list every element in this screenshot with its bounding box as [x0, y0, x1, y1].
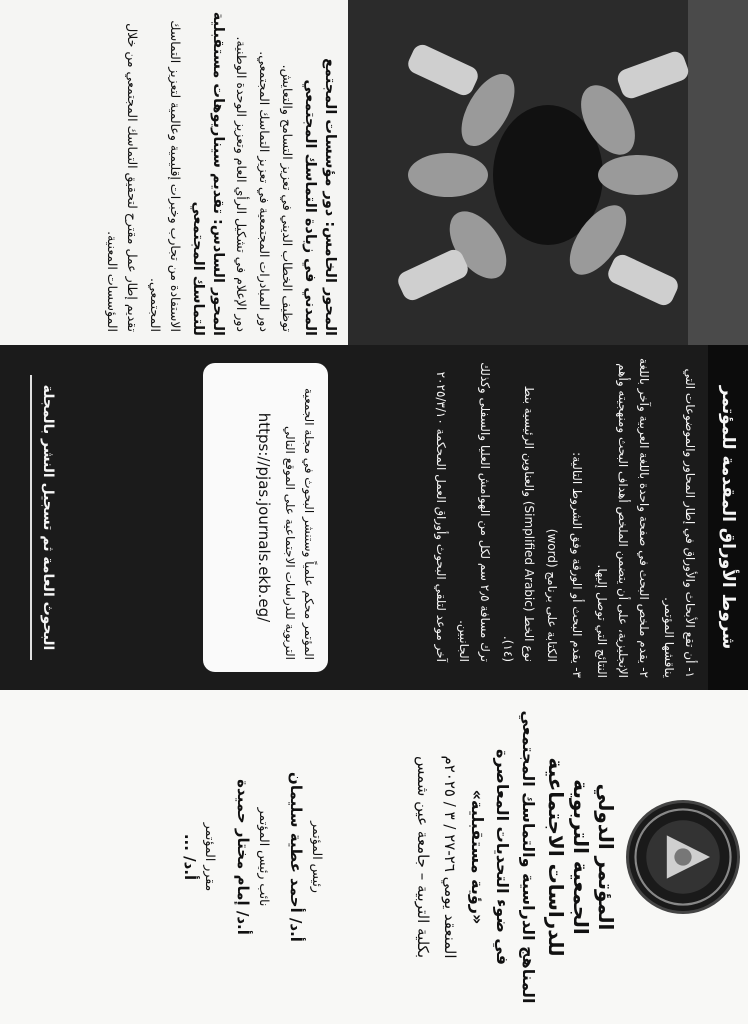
committee-name: أ.د/ أحمد عطية سليمان — [287, 772, 306, 942]
condition-item: ٢- يقدم ملخص البحث في صفحة واحدة باللغة العربية وآخر باللغة الإنجليزية، على أن يتضمن الملخص أهداف البحث ومنهجيته وأهم النتائج التي توصل إليها. — [595, 357, 651, 678]
committee-name: أ.د/ إمام مختار حميدة — [234, 779, 252, 935]
condition-item: ١- أن تقع الأبحاث والأوراق في إطار المحاور والموضوعات التي يناقشها المؤتمر. — [662, 368, 697, 678]
conditions-list — [428, 357, 700, 678]
axis5-item: دور المبادرات المجتمعية في تعزيز التماسك المجتمعي. — [256, 51, 272, 332]
sub-condition-item: آخر موعد لتلقي البحوث وأوراق العمل المحكمة ٢٠٢٥/٣/١٠ — [434, 371, 448, 662]
axis5-item: دور الإعلام في تشكيل الرأي العام وتعزيز الوحدة الوطنية. — [233, 36, 249, 332]
axis5-item: توظيف الخطاب الديني في تعزيز التسامح والتعايش. — [279, 64, 295, 332]
footer-divider — [30, 375, 32, 660]
sub-condition-item: ترك مسافة ٢٫٥ سم لكل من الهوامش العليا والسفلى وكذلك الجانبين. — [457, 362, 492, 662]
theme-line: في ضوء التحديات المعاصرة — [493, 748, 513, 966]
conference-title — [412, 696, 618, 1018]
society-logo — [626, 800, 740, 914]
title-line: للدراسات الاجتماعية — [544, 757, 568, 957]
committee-role: نائب رئيس المؤتمر — [256, 807, 272, 907]
sub-condition-item: الكتابة على برنامج (word) — [545, 528, 559, 662]
journal-box — [203, 363, 328, 672]
conference-date: المنعقد يومي ٢٦-٢٧ / ٣ / ٢٠٢٥م — [441, 755, 460, 959]
axis6-item: الاستفادة من تجارب وخبرات إقليمية وعالمية لتعزيز التماسك المجتمعي. — [147, 20, 183, 332]
axis6-item: تقديم إطار عمل مقترح لتحقيق التماسك المجتمعي من خلال المؤسسات المعنية. — [104, 23, 140, 332]
committee-list — [178, 696, 338, 1018]
axis5-title: المحور الخامس: دور مؤسسات المجتمع المدني في زيادة التماسك المجتمعي — [302, 58, 338, 336]
condition-item: ٣- يقدم البحث أو الورقة وفق الشروط التالية: — [570, 452, 584, 678]
conditions-heading: شروط الأوراق المقدمة للمؤتمر — [708, 345, 748, 690]
committee-role: رئيس المؤتمر — [310, 821, 325, 893]
committee-name: أ.د/ ... — [180, 833, 199, 881]
cover-panel — [0, 690, 748, 1024]
journal-link[interactable]: https://pjas.journals.ekb.eg/ — [254, 412, 273, 623]
title-line: الجمعية التربوية — [569, 779, 593, 935]
axis6-title: المحور السادس: تقديم سيناريوهات مستقبلية للتماسك المجتمعي — [190, 11, 226, 336]
hands-photo — [348, 0, 748, 345]
theme-line: «رؤية مستقبلية» — [467, 789, 487, 925]
conditions-footer: البحوث العامة ثم تسجيل النشر بالمجلة — [40, 384, 56, 651]
journal-text: المؤتمر محكم علمياً وستنشر البحوث في مجلة الجمعية التربوية للدراسات الاجتماعية على الموقع التالي — [282, 388, 316, 660]
title-line: المؤتمر الدولي — [594, 783, 618, 931]
theme-line: المناهج الدراسية والتماسك المجتمعي — [519, 710, 538, 1004]
committee-role: مقرر المؤتمر — [203, 822, 219, 892]
axes-list — [3, 6, 343, 340]
conference-location: بكلية التربية – جامعة عين شمس — [414, 755, 433, 959]
sub-condition-item: نوع الخط (Simplified Arabic) والعناوين الرئيسية بنط (١٤). — [501, 385, 536, 662]
conditions-panel — [0, 345, 748, 690]
axes-panel — [0, 0, 748, 345]
